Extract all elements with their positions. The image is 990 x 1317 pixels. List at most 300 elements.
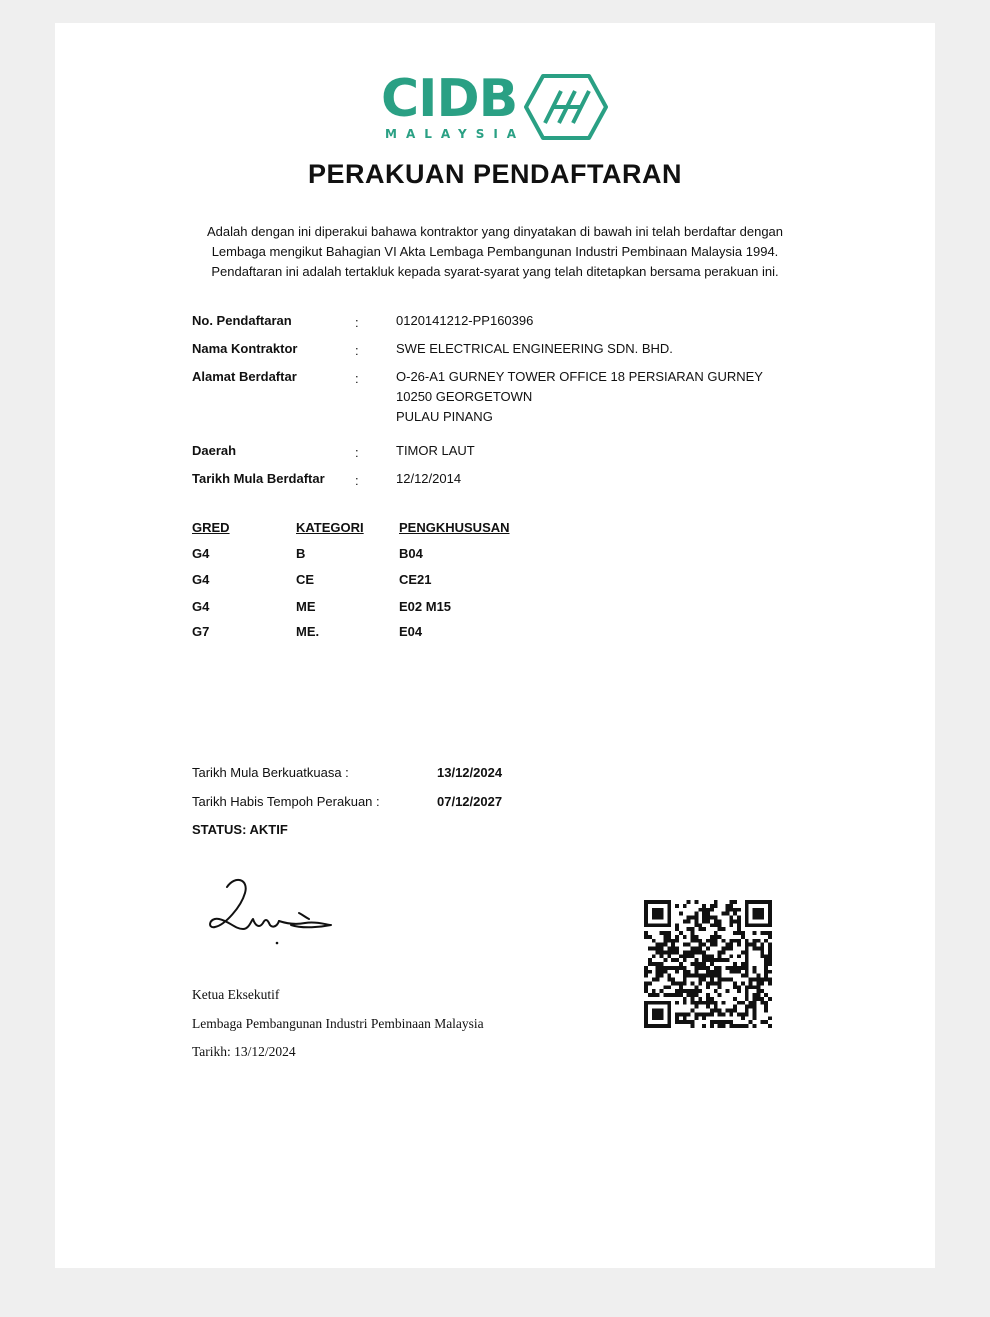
logo-word: CIDB	[381, 69, 518, 129]
qr-module	[741, 962, 745, 966]
qr-module	[760, 947, 764, 951]
qr-module	[683, 935, 687, 939]
qr-module	[729, 1009, 733, 1013]
qr-module	[644, 981, 648, 985]
qr-module	[660, 947, 664, 951]
qr-module	[718, 1009, 722, 1013]
qr-module	[714, 919, 718, 923]
qr-module	[694, 900, 698, 904]
qr-module	[694, 958, 698, 962]
qr-module	[760, 1020, 764, 1024]
signature-date: Tarikh: 13/12/2024	[192, 1044, 296, 1059]
qr-module	[644, 1024, 648, 1028]
qr-module	[718, 993, 722, 997]
qr-module	[702, 1001, 706, 1005]
qr-module	[702, 912, 706, 916]
qr-module	[663, 935, 667, 939]
qr-module	[714, 974, 718, 978]
qr-module	[737, 1012, 741, 1016]
qr-module	[702, 1012, 706, 1016]
qr-module	[679, 1012, 683, 1016]
qr-module	[656, 1024, 660, 1028]
intro-line: Adalah dengan ini diperakui bahawa kontraktor yang dinyatakan di bawah ini telah berdaftar dengan	[206, 224, 784, 239]
qr-module	[644, 974, 648, 978]
qr-module	[714, 939, 718, 943]
qr-module	[714, 970, 718, 974]
qr-module	[764, 974, 768, 978]
qr-module	[691, 916, 695, 920]
qr-module	[652, 908, 656, 912]
cidb-logo	[381, 69, 611, 165]
qr-module	[729, 1020, 733, 1024]
qr-module	[749, 981, 753, 985]
qr-module	[768, 912, 772, 916]
qr-module	[710, 974, 714, 978]
qr-module	[729, 943, 733, 947]
qr-module	[725, 943, 729, 947]
qr-module	[710, 923, 714, 927]
qr-module	[691, 1024, 695, 1028]
qr-module	[675, 950, 679, 954]
qr-module	[679, 962, 683, 966]
qr-module	[714, 989, 718, 993]
qr-module	[660, 931, 664, 935]
qr-module	[691, 993, 695, 997]
qr-module	[648, 981, 652, 985]
qr-module	[687, 916, 691, 920]
qr-module	[756, 997, 760, 1001]
qr-module	[749, 923, 753, 927]
qr-module	[667, 1024, 671, 1028]
qr-module	[694, 935, 698, 939]
qr-module	[656, 900, 660, 904]
qr-module	[745, 989, 749, 993]
qr-module	[667, 1005, 671, 1009]
qr-module	[718, 927, 722, 931]
qr-module	[733, 981, 737, 985]
qr-module	[671, 966, 675, 970]
qr-module	[745, 997, 749, 1001]
qr-module	[644, 970, 648, 974]
qr-module	[749, 1005, 753, 1009]
qr-module	[753, 1001, 757, 1005]
qr-module	[706, 985, 710, 989]
qr-module	[691, 935, 695, 939]
qr-module	[756, 900, 760, 904]
qr-module	[706, 939, 710, 943]
qr-module	[660, 954, 664, 958]
qr-module	[663, 1024, 667, 1028]
qr-module	[737, 923, 741, 927]
qr-module	[652, 912, 656, 916]
qr-module	[768, 962, 772, 966]
certificate-page	[55, 23, 935, 1268]
qr-module	[648, 935, 652, 939]
qr-module	[745, 912, 749, 916]
qr-module	[683, 919, 687, 923]
qr-module	[710, 962, 714, 966]
qr-module	[741, 1016, 745, 1020]
qr-module	[745, 916, 749, 920]
qr-module	[753, 931, 757, 935]
qr-module	[733, 939, 737, 943]
qr-module	[722, 1024, 726, 1028]
qr-module	[656, 908, 660, 912]
qr-module	[764, 1020, 768, 1024]
qr-module	[691, 950, 695, 954]
qr-module	[714, 935, 718, 939]
qr-module	[725, 912, 729, 916]
qr-module	[675, 1020, 679, 1024]
specialisation-cell: E02 M15	[399, 599, 452, 614]
qr-module	[660, 1012, 664, 1016]
grade-table-header	[192, 520, 592, 538]
qr-module	[710, 1012, 714, 1016]
qr-module	[667, 919, 671, 923]
certificate-title: PERAKUAN PENDAFTARAN	[308, 159, 682, 189]
qr-module	[753, 993, 757, 997]
qr-module	[691, 939, 695, 943]
qr-module	[729, 908, 733, 912]
qr-module	[652, 939, 656, 943]
table-row	[192, 624, 592, 642]
qr-module	[706, 916, 710, 920]
qr-module	[663, 985, 667, 989]
qr-module	[687, 974, 691, 978]
qr-module	[698, 1001, 702, 1005]
qr-module	[745, 993, 749, 997]
qr-module	[722, 939, 726, 943]
qr-module	[706, 993, 710, 997]
qr-module	[687, 900, 691, 904]
qr-module	[737, 927, 741, 931]
qr-module	[745, 919, 749, 923]
qr-module	[714, 1009, 718, 1013]
qr-module	[764, 923, 768, 927]
qr-module	[660, 966, 664, 970]
qr-module	[644, 1020, 648, 1024]
qr-module	[694, 970, 698, 974]
qr-module	[733, 1005, 737, 1009]
qr-module	[764, 993, 768, 997]
qr-module	[718, 950, 722, 954]
qr-module	[741, 1001, 745, 1005]
qr-module	[679, 993, 683, 997]
qr-module	[725, 978, 729, 982]
qr-module	[764, 954, 768, 958]
qr-module	[656, 974, 660, 978]
qr-module	[753, 985, 757, 989]
qr-module	[683, 978, 687, 982]
qr-module	[663, 993, 667, 997]
qr-module	[753, 923, 757, 927]
qr-module	[687, 954, 691, 958]
qr-module	[656, 1009, 660, 1013]
qr-module	[749, 1001, 753, 1005]
qr-module	[702, 927, 706, 931]
qr-module	[745, 939, 749, 943]
qr-module	[706, 912, 710, 916]
qr-module	[749, 978, 753, 982]
qr-module	[675, 966, 679, 970]
qr-module	[660, 1024, 664, 1028]
qr-module	[768, 954, 772, 958]
qr-module	[679, 989, 683, 993]
qr-module	[675, 993, 679, 997]
qr-module	[675, 939, 679, 943]
qr-module	[663, 958, 667, 962]
colon: :	[355, 445, 359, 460]
specialisation-cell: B04	[399, 546, 423, 561]
qr-module	[694, 919, 698, 923]
qr-module	[745, 954, 749, 958]
qr-module	[683, 997, 687, 1001]
qr-module	[663, 939, 667, 943]
qr-module	[644, 900, 648, 904]
qr-module	[756, 947, 760, 951]
expiry-date-label: Tarikh Habis Tempoh Perakuan :	[192, 794, 380, 809]
qr-module	[683, 970, 687, 974]
qr-module	[694, 947, 698, 951]
qr-module	[760, 1001, 764, 1005]
qr-module	[753, 1009, 757, 1013]
qr-module	[683, 1020, 687, 1024]
qr-module	[753, 939, 757, 943]
qr-module	[691, 989, 695, 993]
qr-module	[733, 908, 737, 912]
qr-module	[694, 950, 698, 954]
qr-module	[737, 943, 741, 947]
qr-module	[656, 970, 660, 974]
qr-module	[753, 900, 757, 904]
qr-module	[764, 900, 768, 904]
qr-module	[691, 931, 695, 935]
qr-module	[760, 908, 764, 912]
qr-module	[710, 916, 714, 920]
qr-module	[675, 981, 679, 985]
intro-line: Pendaftaran ini adalah tertakluk kepada syarat-syarat yang telah ditetapkan bersama perakuan ini.	[211, 264, 779, 279]
qr-module	[656, 1001, 660, 1005]
qr-module	[656, 923, 660, 927]
qr-module	[683, 943, 687, 947]
qr-module	[733, 966, 737, 970]
qr-module	[718, 923, 722, 927]
qr-module	[745, 985, 749, 989]
qr-module	[768, 943, 772, 947]
qr-module	[663, 943, 667, 947]
qr-module	[710, 978, 714, 982]
qr-module	[652, 1024, 656, 1028]
qr-module	[702, 966, 706, 970]
qr-module	[737, 916, 741, 920]
qr-module	[718, 985, 722, 989]
qr-module	[737, 989, 741, 993]
qr-module	[687, 950, 691, 954]
qr-module	[656, 962, 660, 966]
qr-module	[667, 1012, 671, 1016]
expiry-date-value: 07/12/2027	[437, 794, 503, 809]
qr-module	[718, 1024, 722, 1028]
qr-module	[722, 927, 726, 931]
qr-module	[652, 1012, 656, 1016]
qr-module	[644, 1005, 648, 1009]
qr-module	[737, 1024, 741, 1028]
qr-module	[644, 923, 648, 927]
qr-module	[722, 1020, 726, 1024]
qr-module	[729, 966, 733, 970]
qr-module	[764, 1009, 768, 1013]
qr-module	[652, 900, 656, 904]
qr-module	[698, 947, 702, 951]
qr-module	[694, 1016, 698, 1020]
qr-module	[725, 958, 729, 962]
table-row	[192, 546, 592, 564]
qr-module	[745, 950, 749, 954]
qr-module	[656, 966, 660, 970]
qr-module	[714, 981, 718, 985]
qr-module	[741, 981, 745, 985]
qr-module	[648, 900, 652, 904]
qr-module	[667, 1020, 671, 1024]
qr-module	[706, 919, 710, 923]
qr-module	[729, 919, 733, 923]
qr-module	[768, 958, 772, 962]
qr-module	[710, 970, 714, 974]
qr-module	[675, 947, 679, 951]
qr-module	[652, 1001, 656, 1005]
qr-module	[764, 970, 768, 974]
qr-module	[671, 958, 675, 962]
qr-module	[706, 908, 710, 912]
qr-module	[702, 908, 706, 912]
qr-module	[683, 974, 687, 978]
qr-module	[675, 904, 679, 908]
qr-module	[760, 989, 764, 993]
qr-module	[667, 966, 671, 970]
qr-module	[671, 943, 675, 947]
qr-module	[745, 943, 749, 947]
qr-module	[667, 1016, 671, 1020]
qr-module	[644, 908, 648, 912]
qr-module	[660, 1016, 664, 1020]
qr-module	[663, 1001, 667, 1005]
qr-module	[656, 993, 660, 997]
qr-module	[722, 947, 726, 951]
qr-module	[652, 962, 656, 966]
qr-code-icon	[644, 900, 772, 1028]
qr-module	[660, 943, 664, 947]
qr-module	[694, 916, 698, 920]
qr-module	[694, 974, 698, 978]
registration-no-label: No. Pendaftaran	[192, 313, 292, 328]
address-line: O-26-A1 GURNEY TOWER OFFICE 18 PERSIARAN GURNEY	[396, 369, 763, 384]
qr-module	[764, 939, 768, 943]
qr-module	[729, 947, 733, 951]
qr-module	[691, 981, 695, 985]
qr-module	[694, 939, 698, 943]
qr-module	[741, 966, 745, 970]
qr-module	[675, 1016, 679, 1020]
qr-module	[733, 997, 737, 1001]
qr-module	[694, 912, 698, 916]
qr-module	[760, 981, 764, 985]
qr-module	[760, 997, 764, 1001]
qr-module	[733, 1009, 737, 1013]
qr-module	[660, 970, 664, 974]
qr-module	[718, 954, 722, 958]
qr-module	[753, 970, 757, 974]
qr-module	[745, 1005, 749, 1009]
qr-module	[710, 1001, 714, 1005]
qr-module	[710, 1009, 714, 1013]
qr-module	[710, 997, 714, 1001]
qr-module	[660, 1001, 664, 1005]
qr-module	[663, 950, 667, 954]
qr-module	[714, 916, 718, 920]
qr-module	[714, 931, 718, 935]
qr-module	[652, 1009, 656, 1013]
qr-module	[760, 978, 764, 982]
qr-module	[667, 978, 671, 982]
qr-module	[656, 947, 660, 951]
qr-module	[679, 1020, 683, 1024]
qr-module	[749, 985, 753, 989]
qr-module	[764, 978, 768, 982]
qr-module	[745, 962, 749, 966]
qr-module	[741, 974, 745, 978]
qr-module	[714, 966, 718, 970]
qr-module	[718, 974, 722, 978]
grade-cell: G4	[192, 572, 210, 587]
qr-module	[644, 1001, 648, 1005]
qr-module	[694, 993, 698, 997]
qr-module	[729, 916, 733, 920]
qr-module	[687, 993, 691, 997]
qr-module	[745, 923, 749, 927]
qr-module	[648, 1024, 652, 1028]
qr-module	[691, 1009, 695, 1013]
qr-module	[667, 923, 671, 927]
qr-module	[702, 958, 706, 962]
signature-image	[205, 873, 345, 953]
qr-module	[725, 904, 729, 908]
qr-module	[679, 954, 683, 958]
qr-module	[698, 974, 702, 978]
qr-module	[644, 989, 648, 993]
qr-module	[652, 916, 656, 920]
qr-module	[725, 989, 729, 993]
qr-module	[714, 1005, 718, 1009]
qr-module	[733, 1024, 737, 1028]
qr-module	[702, 1016, 706, 1020]
qr-module	[694, 923, 698, 927]
qr-module	[760, 931, 764, 935]
qr-module	[768, 931, 772, 935]
qr-module	[706, 1001, 710, 1005]
grade-cell: G7	[192, 624, 210, 639]
qr-module	[729, 900, 733, 904]
qr-module	[760, 912, 764, 916]
qr-module	[667, 916, 671, 920]
qr-module	[745, 1009, 749, 1013]
qr-module	[656, 1016, 660, 1020]
qr-module	[691, 954, 695, 958]
qr-module	[714, 1020, 718, 1024]
qr-module	[729, 970, 733, 974]
qr-module	[710, 958, 714, 962]
qr-module	[683, 1012, 687, 1016]
registration-no-value: 0120141212-PP160396	[396, 313, 534, 328]
